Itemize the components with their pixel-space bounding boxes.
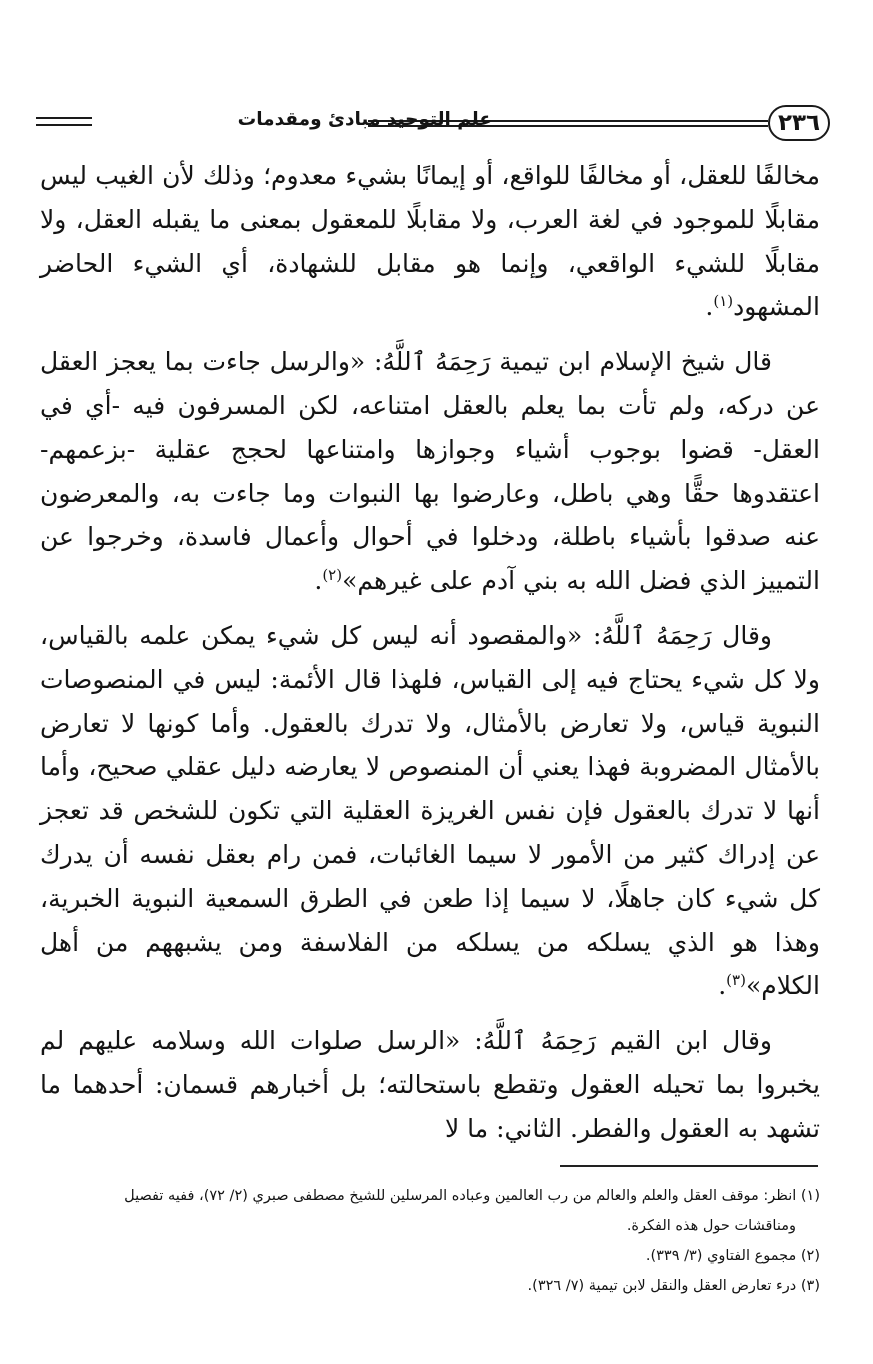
footnotes [40,1181,820,1301]
paragraph-end: . [705,292,714,322]
footnote-2: (٢) مجموع الفتاوي (٣/ ٣٣٩). [645,1248,820,1264]
footnote-separator [560,1165,818,1167]
footnote-1: (١) انظر: موقف العقل والعلم والعالم من رب العالمين وعباده المرسلين للشيخ مصطفى صبري (٢/ ٧٢)، ففيه تفصيل [124,1188,820,1204]
footnote-ref: (١) [713,292,734,311]
footnote-1-continued: ومناقشات حول هذه الفكرة. [626,1218,796,1234]
paragraph-end: . [718,971,727,1001]
footnote-ref: (٢) [322,566,343,585]
paragraph-text: مخالفًا للعقل، أو مخالفًا للواقع، أو إيمانًا بشيء معدوم؛ وذلك لأن الغيب ليس مقابلًا للموجود في لغة العرب، ولا مقابلًا للمعقول بمعنى ما يقبله العقل، ولا مقابلًا للشيء الواقعي، وإنما هو مقابل للشهادة، أي الشيء الحاضر المشهود [40,161,820,322]
footnote-ref: (٣) [726,971,746,990]
paragraph-text: وقال رَحِمَهُ ٱللَّهُ: «والمقصود أنه ليس كل شيء يمكن علمه بالقياس، ولا كل شيء يحتاج فيه إلى القياس، فلهذا قال الأئمة: ليس في المنصوصات النبوية قياس، ولا تعارض بالأمثال، ولا تدرك بالعقول. وأما كونها لا تعارض بالأمثال المضروبة فهذا يعني أن المنصوص لا يعارضه دليل عقلي صحيح، وأما أنها لا تدرك بالعقول فإن نفس الغريزة العقلية التي تكون للشخص قد تعجز عن إدراك كثير من الأمور لا سيما الغائبات، فمن رام بعقل نفسه أن يدرك كل شيء كان جاهلًا، لا سيما إذا طعن في الطرق السمعية النبوية الخبرية، وهذا هو الذي يسلكه من يسلكه من الفلاسفة ومن يشبههم من أهل الكلام» [40,620,820,1001]
paragraph-4 [40,1019,820,1150]
page-number: ٢٣٦ [768,105,830,141]
page-header [34,103,830,153]
header-rule-short-bottom [36,124,92,126]
paragraph-3 [40,614,820,1008]
book-title: علم التوحيد مبادئ ومقدمات [237,109,492,130]
paragraph-2 [40,340,820,603]
paragraph-1 [40,154,820,329]
footnote-3: (٣) درء تعارض العقل والنقل لابن تيمية (٧/ ٣٢٦). [527,1278,820,1294]
paragraph-text: قال شيخ الإسلام ابن تيمية رَحِمَهُ ٱللَّهُ: «والرسل جاءت بما يعجز العقل عن دركه، ولم تأت بما يعلم بالعقل امتناعه، لكن المسرفون فيه -أي في العقل- قضوا بوجوب أشياء وجوازها وامتناعها لحجج عقلية -بزعمهم- اعتقدوها حقًّا وهي باطل، وعارضوا بها النبوات وما جاءت به، والمعرضون عنه صدقوا بأشياء باطلة، ودخلوا في أحوال وأعمال فاسدة، وخرجوا عن التمييز الذي فضل الله به بني آدم على غيرهم» [40,347,820,596]
paragraph-text: وقال ابن القيم رَحِمَهُ ٱللَّهُ: «الرسل صلوات الله وسلامه عليهم لم يخبروا بما تحيله العقول وتقطع باستحالته؛ بل أخبارهم قسمان: أحدهما ما تشهد به العقول والفطر. الثاني: ما لا [40,1026,820,1143]
header-rule-short-top [36,117,92,119]
main-text [40,154,820,1151]
paragraph-end: . [314,566,323,596]
